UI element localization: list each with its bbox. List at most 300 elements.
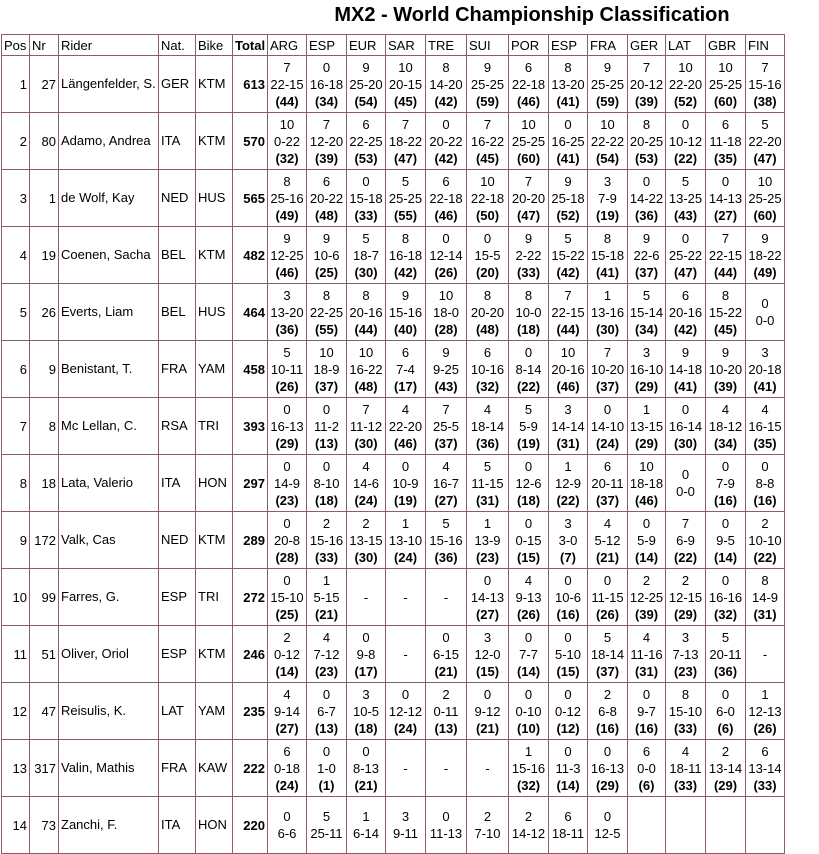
heat-scores: 9-14 <box>273 703 301 719</box>
race-points: 5 <box>524 401 533 417</box>
race-points: 0 <box>642 173 651 189</box>
race-points: 5 <box>603 629 612 645</box>
race-points: 8 <box>442 59 450 75</box>
heat-scores: 6-14 <box>352 826 380 841</box>
race-total: (41) <box>556 150 580 166</box>
race-points: 0 <box>524 344 533 360</box>
race-total: (14) <box>516 663 541 679</box>
race-points: 4 <box>442 458 450 474</box>
race-points: 0 <box>564 572 572 588</box>
race-points: 6 <box>483 344 492 360</box>
heat-scores: 13-10 <box>388 532 423 548</box>
race-points: 1 <box>524 743 533 759</box>
heat-scores: 18-0 <box>432 304 460 320</box>
race-points: 3 <box>681 629 690 645</box>
race-result-cell <box>467 56 509 113</box>
race-result-cell <box>588 341 628 398</box>
race-points: 2 <box>603 686 612 702</box>
race-points: 8 <box>721 287 730 303</box>
race-result-cell <box>426 797 467 854</box>
race-points: 6 <box>564 809 572 824</box>
heat-scores: 10-6 <box>554 589 582 605</box>
race-points: 5 <box>761 116 769 132</box>
race-result-cell <box>386 797 426 854</box>
bike-cell: YAM <box>196 341 233 398</box>
bike-cell: KAW <box>196 740 233 797</box>
race-points: 10 <box>600 116 615 132</box>
race-result-cell <box>268 683 307 740</box>
heat-scores: 13-15 <box>349 532 383 548</box>
race-total: (22) <box>516 378 541 394</box>
heat-scores: 14-20 <box>429 76 463 92</box>
race-result-cell <box>307 797 347 854</box>
race-points: 0 <box>483 230 492 246</box>
race-result-cell <box>386 569 426 626</box>
table-row <box>1 626 785 683</box>
race-points: 7 <box>603 344 612 360</box>
race-points: 9 <box>564 173 572 189</box>
race-total: (32) <box>275 150 299 166</box>
heat-scores: 6-15 <box>432 646 460 662</box>
race-points: 4 <box>642 629 651 645</box>
race-result-cell <box>467 170 509 227</box>
nationality-cell: ESP <box>159 626 196 683</box>
heat-scores: 7-10 <box>474 826 501 841</box>
race-total: (37) <box>595 663 620 679</box>
race-result-cell <box>628 740 666 797</box>
nationality-cell: BEL <box>159 227 196 284</box>
nationality-cell: ITA <box>159 797 196 854</box>
column-header: Rider <box>59 34 159 56</box>
race-points: 6 <box>721 116 730 132</box>
bike-cell: HUS <box>196 284 233 341</box>
race-total: (29) <box>673 606 698 622</box>
bike-cell: KTM <box>196 56 233 113</box>
race-points: 4 <box>524 572 533 588</box>
race-total: (21) <box>434 663 458 679</box>
rider-cell: Benistant, T. <box>59 341 159 398</box>
race-result-cell <box>706 569 746 626</box>
race-total: (35) <box>753 435 777 451</box>
column-header: SUI <box>467 34 509 56</box>
number-cell: 99 <box>30 569 59 626</box>
heat-scores: 20-18 <box>748 361 782 377</box>
column-header: Pos <box>1 34 30 56</box>
race-points: 7 <box>642 59 651 75</box>
race-total: (30) <box>595 321 620 337</box>
race-result-cell <box>268 56 307 113</box>
total-points-cell: 297 <box>233 455 268 512</box>
heat-scores: 15-5 <box>474 247 501 263</box>
number-cell: 51 <box>30 626 59 683</box>
heat-scores: 25-25 <box>708 76 743 92</box>
race-total: (49) <box>753 264 777 280</box>
nationality-cell: LAT <box>159 683 196 740</box>
race-total: (54) <box>595 150 620 166</box>
number-cell: 80 <box>30 113 59 170</box>
race-points: 1 <box>603 287 612 303</box>
race-result-cell <box>268 626 307 683</box>
race-points: 2 <box>362 515 370 531</box>
race-result-cell <box>426 569 467 626</box>
bike-cell: YAM <box>196 683 233 740</box>
race-result-cell <box>549 569 588 626</box>
race-result-cell <box>706 398 746 455</box>
race-points: 5 <box>681 173 690 189</box>
nationality-cell: BEL <box>159 284 196 341</box>
race-total: (39) <box>713 378 738 394</box>
race-result-cell <box>588 626 628 683</box>
heat-scores: 0-12 <box>554 703 582 719</box>
race-points: 5 <box>401 173 410 189</box>
column-header: FRA <box>588 34 628 56</box>
race-total: (27) <box>434 492 458 508</box>
race-result-cell <box>347 341 386 398</box>
race-total: (33) <box>673 777 698 793</box>
column-header: EUR <box>347 34 386 56</box>
race-result-cell <box>706 284 746 341</box>
race-total: (46) <box>556 378 580 394</box>
total-points-cell: 570 <box>233 113 268 170</box>
race-result-cell <box>386 398 426 455</box>
classification-table <box>1 34 785 854</box>
heat-scores: 22-15 <box>551 304 585 320</box>
race-result-cell <box>746 113 785 170</box>
race-points: 0 <box>524 458 533 474</box>
race-points: 0 <box>362 743 370 759</box>
race-result-cell <box>628 56 666 113</box>
nationality-cell: ESP <box>159 569 196 626</box>
race-total: (41) <box>556 93 580 109</box>
heat-scores: 15-18 <box>590 247 625 263</box>
heat-scores: 20-8 <box>273 532 301 548</box>
race-points: 3 <box>362 686 370 702</box>
race-result-cell <box>746 56 785 113</box>
race-points: 0 <box>564 743 572 759</box>
race-result-cell <box>509 455 549 512</box>
race-result-cell <box>706 512 746 569</box>
race-result-cell <box>386 170 426 227</box>
heat-scores: 3-0 <box>558 532 578 548</box>
number-cell: 47 <box>30 683 59 740</box>
heat-scores: 8-14 <box>515 361 542 377</box>
race-total: (53) <box>634 150 659 166</box>
race-points: 5 <box>564 230 572 246</box>
race-result-cell <box>666 626 706 683</box>
race-total: (24) <box>393 720 418 736</box>
heat-scores: 7-7 <box>519 646 538 662</box>
race-points: 1 <box>761 686 769 702</box>
heat-scores: 12-5 <box>594 826 621 841</box>
race-total: (19) <box>595 207 620 223</box>
race-total: (30) <box>673 435 698 451</box>
heat-scores: 0-11 <box>433 703 459 719</box>
heat-scores: 25-11 <box>310 826 343 841</box>
heat-scores: 15-22 <box>551 247 585 263</box>
heat-scores: 18-14 <box>590 646 625 662</box>
number-cell: 27 <box>30 56 59 113</box>
race-result-cell <box>467 341 509 398</box>
race-points: 2 <box>442 686 450 702</box>
race-result-cell <box>509 341 549 398</box>
race-result-cell <box>666 455 706 512</box>
race-total: (24) <box>393 549 418 565</box>
race-points: 0 <box>681 230 690 246</box>
race-total: (10) <box>516 720 541 736</box>
heat-scores: 0-22 <box>273 133 301 149</box>
heat-scores: 25-5 <box>432 418 460 434</box>
heat-scores: 20-12 <box>629 76 664 92</box>
number-cell: 317 <box>30 740 59 797</box>
race-points: 4 <box>681 743 690 759</box>
position-cell: 9 <box>1 512 30 569</box>
race-points: 1 <box>564 458 572 474</box>
race-result-cell <box>588 398 628 455</box>
race-total: (1) <box>318 777 335 793</box>
race-total: (32) <box>475 378 500 394</box>
no-result: - <box>762 646 768 662</box>
race-total: (29) <box>713 777 738 793</box>
race-result-cell <box>628 512 666 569</box>
heat-scores: 10-6 <box>313 247 340 263</box>
race-result-cell <box>549 626 588 683</box>
heat-scores: 14-22 <box>629 190 664 206</box>
heat-scores: 16-15 <box>748 418 782 434</box>
race-total: (16) <box>713 492 738 508</box>
nationality-cell: FRA <box>159 740 196 797</box>
race-points: 8 <box>603 230 612 246</box>
race-total: (55) <box>314 321 339 337</box>
race-points: 0 <box>322 401 331 417</box>
race-points: 0 <box>721 458 730 474</box>
total-points-cell: 246 <box>233 626 268 683</box>
heat-scores: 7-9 <box>716 475 735 491</box>
race-total: (31) <box>475 492 500 508</box>
race-points: 10 <box>718 59 733 75</box>
page-title: MX2 - World Championship Classification <box>334 4 730 26</box>
heat-scores: 11-2 <box>313 418 340 434</box>
race-result-cell <box>426 740 467 797</box>
race-result-cell <box>347 626 386 683</box>
race-result-cell <box>426 227 467 284</box>
race-points: 6 <box>283 743 291 759</box>
race-points: 9 <box>681 344 690 360</box>
race-points: 1 <box>362 809 370 824</box>
rider-cell: Mc Lellan, C. <box>59 398 159 455</box>
race-total: (19) <box>516 435 541 451</box>
race-total: (42) <box>434 150 458 166</box>
heat-scores: 9-13 <box>515 589 542 605</box>
race-result-cell <box>268 569 307 626</box>
race-points: 9 <box>642 230 651 246</box>
heat-scores: 25-25 <box>511 133 546 149</box>
race-total: (15) <box>516 549 541 565</box>
race-points: 0 <box>362 173 370 189</box>
race-total: (21) <box>314 606 339 622</box>
race-points: 0 <box>524 686 533 702</box>
race-result-cell <box>549 740 588 797</box>
heat-scores: 22-18 <box>470 190 505 206</box>
race-result-cell <box>347 398 386 455</box>
race-total: (44) <box>354 321 378 337</box>
heat-scores: 20-11 <box>709 646 742 662</box>
race-points: 0 <box>442 629 450 645</box>
race-result-cell <box>426 56 467 113</box>
heat-scores: 7-4 <box>396 361 415 377</box>
race-result-cell <box>628 113 666 170</box>
race-points: 8 <box>283 173 291 189</box>
race-total: (23) <box>314 663 339 679</box>
race-points: 8 <box>642 116 651 132</box>
race-points: 6 <box>603 458 612 474</box>
heat-scores: 11-12 <box>349 418 383 434</box>
race-total: (13) <box>314 720 339 736</box>
race-result-cell <box>426 341 467 398</box>
race-result-cell <box>588 740 628 797</box>
race-points: 5 <box>483 458 492 474</box>
race-points: 10 <box>521 116 536 132</box>
race-total: (49) <box>275 207 299 223</box>
position-cell: 14 <box>1 797 30 854</box>
heat-scores: 6-7 <box>317 703 336 719</box>
nationality-cell: ITA <box>159 113 196 170</box>
heat-scores: 20-25 <box>629 133 664 149</box>
total-points-cell: 222 <box>233 740 268 797</box>
heat-scores: 15-16 <box>748 76 782 92</box>
race-total: (47) <box>673 264 698 280</box>
race-points: 0 <box>283 401 291 417</box>
race-points: 8 <box>362 287 370 303</box>
race-total: (52) <box>556 207 580 223</box>
heat-scores: 5-10 <box>554 646 582 662</box>
no-result: - <box>403 646 408 662</box>
race-total: (43) <box>673 207 698 223</box>
race-total: (47) <box>753 150 777 166</box>
race-result-cell <box>509 170 549 227</box>
race-total: (26) <box>275 378 299 394</box>
heat-scores: 11-18 <box>709 133 742 149</box>
heat-scores: 15-16 <box>429 532 463 548</box>
race-result-cell <box>426 113 467 170</box>
race-points: 9 <box>283 230 291 246</box>
race-result-cell <box>666 113 706 170</box>
race-points: 4 <box>401 401 410 417</box>
race-points: 0 <box>681 467 690 482</box>
race-result-cell <box>509 626 549 683</box>
race-result-cell <box>426 455 467 512</box>
table-row <box>1 797 785 854</box>
no-result: - <box>443 760 449 776</box>
race-result-cell <box>746 284 785 341</box>
bike-cell: HON <box>196 455 233 512</box>
race-result-cell <box>386 284 426 341</box>
heat-scores: 7-13 <box>672 646 699 662</box>
race-total: (19) <box>393 492 418 508</box>
race-total: (43) <box>434 378 458 394</box>
race-points: 6 <box>761 743 769 759</box>
race-result-cell <box>467 398 509 455</box>
position-cell: 4 <box>1 227 30 284</box>
total-points-cell: 235 <box>233 683 268 740</box>
race-total: (22) <box>673 549 698 565</box>
table-row <box>1 569 785 626</box>
race-total: (42) <box>673 321 698 337</box>
race-points: 9 <box>603 59 612 75</box>
race-result-cell <box>628 569 666 626</box>
race-points: 3 <box>401 809 410 824</box>
race-result-cell <box>347 740 386 797</box>
race-total: (46) <box>393 435 418 451</box>
race-result-cell <box>628 284 666 341</box>
race-result-cell <box>307 170 347 227</box>
bike-cell: KTM <box>196 113 233 170</box>
heat-scores: 25-25 <box>470 76 505 92</box>
race-total: (46) <box>634 492 659 508</box>
race-total: (36) <box>275 321 299 337</box>
heat-scores: 25-16 <box>270 190 304 206</box>
race-total: (16) <box>753 492 777 508</box>
table-row <box>1 284 785 341</box>
race-result-cell <box>307 569 347 626</box>
race-points: 0 <box>401 458 410 474</box>
race-result-cell <box>268 341 307 398</box>
heat-scores: 13-20 <box>551 76 585 92</box>
race-result-cell <box>628 341 666 398</box>
race-result-cell <box>386 683 426 740</box>
heat-scores: 10-12 <box>668 133 703 149</box>
race-total: (45) <box>713 321 738 337</box>
race-total: (37) <box>595 378 620 394</box>
bike-cell: KTM <box>196 512 233 569</box>
heat-scores: 12-25 <box>629 589 664 605</box>
rider-cell: de Wolf, Kay <box>59 170 159 227</box>
race-result-cell <box>588 227 628 284</box>
heat-scores: 2-22 <box>515 247 542 263</box>
bike-cell: TRI <box>196 398 233 455</box>
no-result: - <box>403 760 408 776</box>
race-total: (39) <box>314 150 339 166</box>
race-points: 0 <box>681 401 690 417</box>
number-cell: 172 <box>30 512 59 569</box>
race-result-cell <box>426 626 467 683</box>
race-result-cell <box>666 683 706 740</box>
race-total: (37) <box>595 492 620 508</box>
race-points: 0 <box>524 629 533 645</box>
race-result-cell <box>509 683 549 740</box>
race-points: 6 <box>362 116 370 132</box>
number-cell: 8 <box>30 398 59 455</box>
race-total: (48) <box>314 207 339 223</box>
race-total: (27) <box>275 720 299 736</box>
race-total: (45) <box>475 150 500 166</box>
race-points: 1 <box>642 401 651 417</box>
race-total: (14) <box>634 549 659 565</box>
rider-cell: Lata, Valerio <box>59 455 159 512</box>
race-points: 0 <box>721 515 730 531</box>
heat-scores: 18-11 <box>551 826 585 841</box>
race-total: (33) <box>753 777 777 793</box>
race-result-cell <box>706 740 746 797</box>
race-points: 0 <box>483 572 492 588</box>
table-row <box>1 512 785 569</box>
heat-scores: 13-16 <box>590 304 625 320</box>
total-points-cell: 289 <box>233 512 268 569</box>
heat-scores: 5-12 <box>594 532 621 548</box>
race-result-cell <box>666 170 706 227</box>
heat-scores: 16-16 <box>708 589 743 605</box>
heat-scores: 10-0 <box>515 304 542 320</box>
heat-scores: 18-18 <box>629 475 664 491</box>
